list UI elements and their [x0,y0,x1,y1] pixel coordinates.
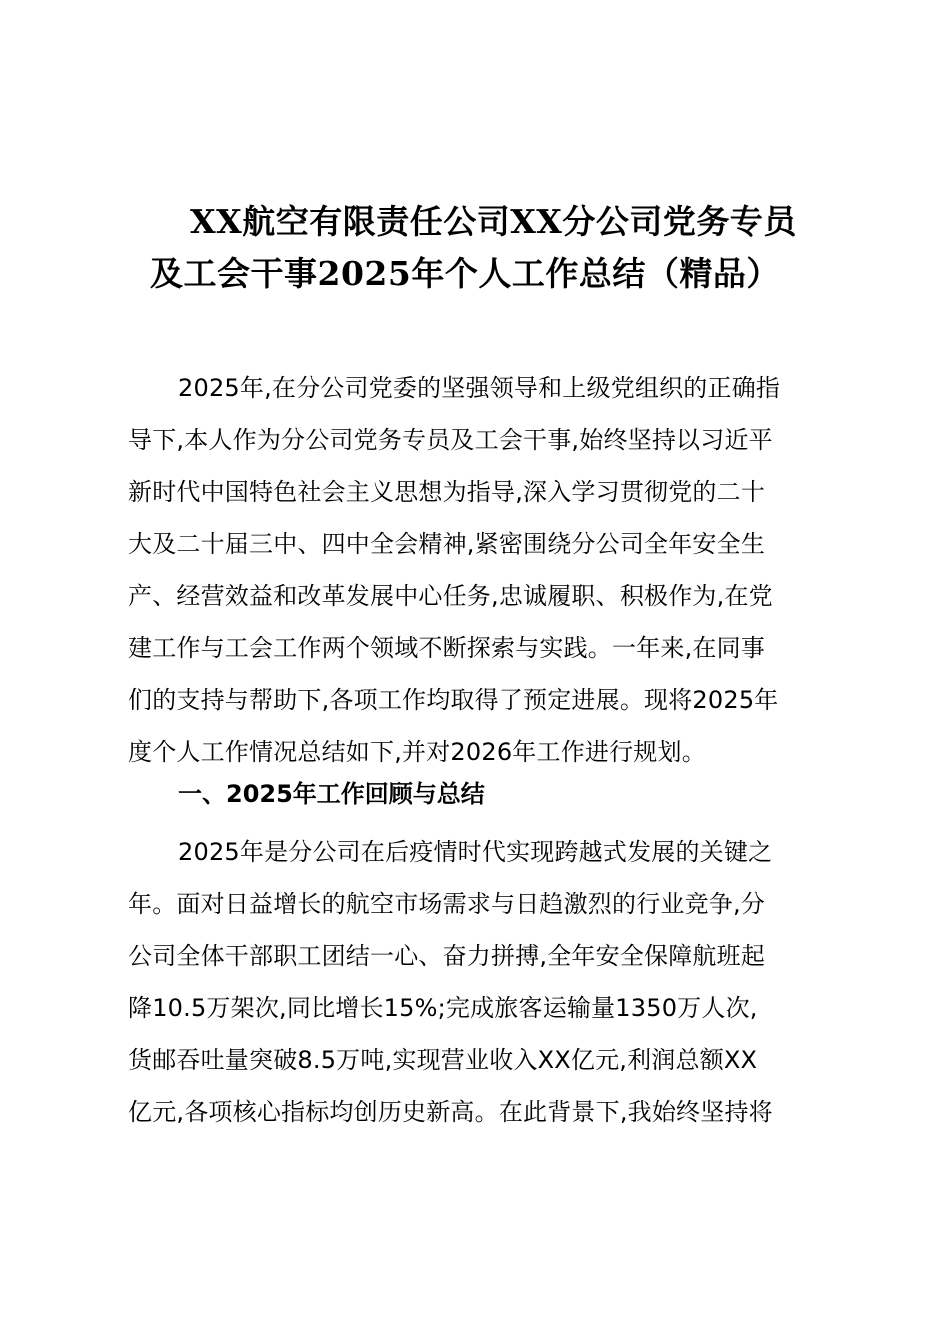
paragraph-line: 公司全体干部职工团结一心、奋力拼搏,全年安全保障航班起 [128,942,766,970]
paragraph-line: 2025年是分公司在后疫情时代实现跨越式发展的关键之 [178,838,773,866]
paragraph-line: 们的支持与帮助下,各项工作均取得了预定进展。现将2025年 [128,686,779,714]
title-line-2: 及工会干事2025年个人工作总结（精品） [150,254,780,293]
intro-paragraph [128,362,828,778]
paragraph-line: 建工作与工会工作两个领域不断探索与实践。一年来,在同事 [128,634,766,662]
paragraph-line: 大及二十届三中、四中全会精神,紧密围绕分公司全年安全生 [128,530,766,558]
paragraph-line: 新时代中国特色社会主义思想为指导,深入学习贯彻党的二十 [128,478,766,506]
paragraph-line: 亿元,各项核心指标均创历史新高。在此背景下,我始终坚持将 [128,1098,773,1126]
paragraph-line: 货邮吞吐量突破8.5万吨,实现营业收入XX亿元,利润总额XX [128,1046,758,1074]
review-paragraph [128,826,828,1138]
paragraph-line: 导下,本人作为分公司党务专员及工会干事,始终坚持以习近平 [128,426,773,454]
title-line-1: XX航空有限责任公司XX分公司党务专员 [190,202,797,241]
paragraph-line: 2025年,在分公司党委的坚强领导和上级党组织的正确指 [178,374,781,402]
document-title [140,196,830,300]
paragraph-line: 降10.5万架次,同比增长15%;完成旅客运输量1350万人次, [128,994,758,1022]
section-heading: 一、2025年工作回顾与总结 [178,780,485,808]
paragraph-line: 产、经营效益和改革发展中心任务,忠诚履职、积极作为,在党 [128,582,773,610]
paragraph-line: 度个人工作情况总结如下,并对2026年工作进行规划。 [128,738,706,766]
paragraph-line: 年。面对日益增长的航空市场需求与日趋激烈的行业竞争,分 [128,890,766,918]
